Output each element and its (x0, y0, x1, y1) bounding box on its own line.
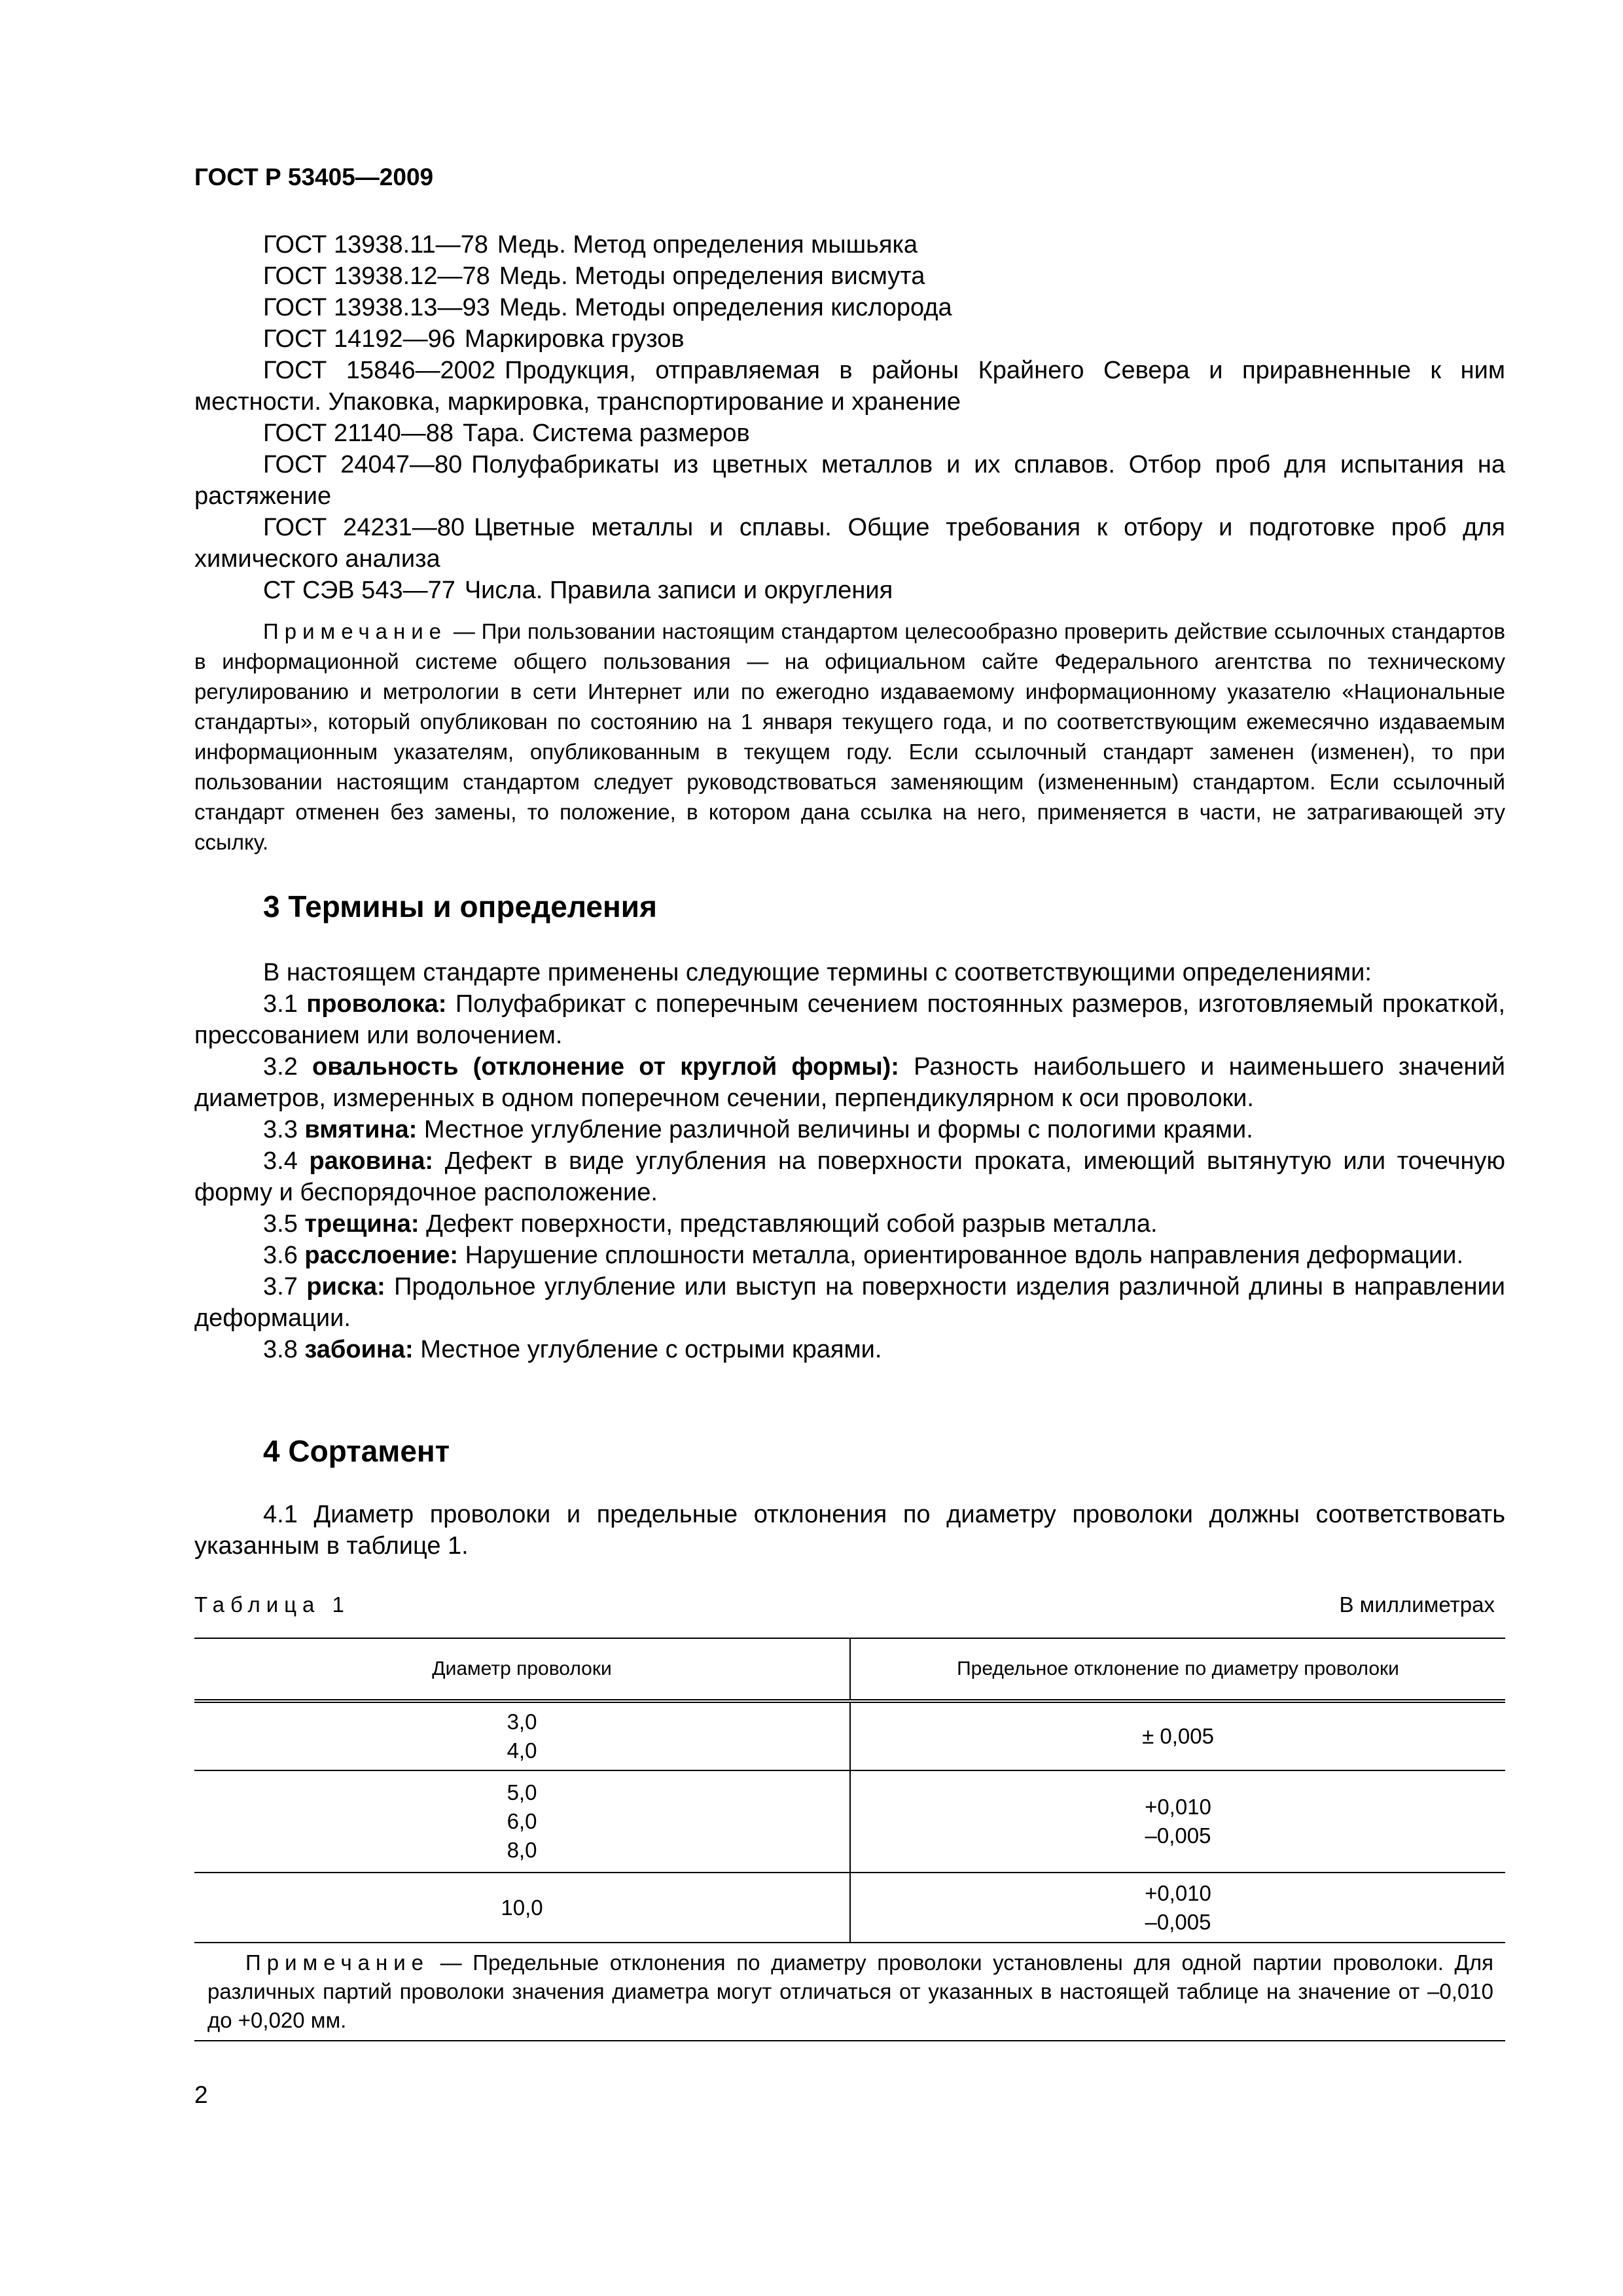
deviation-cell: +0,010 –0,005 (850, 1873, 1505, 1943)
section-4-paragraph: 4.1 Диаметр проволоки и предельные отклонения по диаметру проволоки должны соответствовать указанным в таблице 1. (194, 1501, 1505, 1560)
deviation-cell: +0,010 –0,005 (850, 1770, 1505, 1873)
column-header: Диаметр проволоки (194, 1638, 850, 1701)
table-row (194, 1770, 1505, 1873)
table-header-row (194, 1638, 1505, 1701)
references-note (194, 617, 1505, 857)
term-item: 3.1 проволока: Полуфабрикат с поперечным сечением постоянных размеров, изготовляемый прокаткой, прессованием или волочением. (194, 990, 1506, 1049)
reference-item: ГОСТ 24231—80 Цветные металлы и сплавы. Общие требования к отбору и подготовке проб для химического анализа (194, 514, 1505, 573)
table-caption: Таблица 1 (194, 1592, 350, 1617)
term-item: 3.2 овальность (отклонение от круглой формы): Разность наибольшего и наименьшего значений диаметров, измеренных в одном поперечном сечении, перпендикулярном к оси проволоки. (194, 1053, 1505, 1112)
note-label: Примечание (263, 619, 448, 643)
term-item: 3.7 риска: Продольное углубление или выступ на поверхности изделия различной длины в направлении деформации. (194, 1273, 1505, 1332)
diameter-table (194, 1638, 1505, 2041)
term-item: 3.6 расслоение: Нарушение сплошности металла, ориентированное вдоль направления деформации. (263, 1242, 1464, 1269)
term-item: 3.3 вмятина: Местное углубление различной величины и формы с пологими краями. (263, 1116, 1253, 1143)
table-row (194, 1701, 1505, 1770)
term-item: 3.5 трещина: Дефект поверхности, представляющий собой разрыв металла. (263, 1210, 1158, 1238)
reference-item: СТ СЭВ 543—77 Числа. Правила записи и округления (263, 577, 893, 604)
section-4-body (194, 1499, 1505, 1562)
section-3-heading: 3 Термины и определения (263, 889, 657, 924)
reference-item: ГОСТ 14192—96 Маркировка грузов (263, 325, 685, 353)
table-caption-row (194, 1592, 1505, 1617)
diameter-cell: 5,0 6,0 8,0 (194, 1770, 850, 1873)
reference-item: ГОСТ 13938.13—93 Медь. Методы определения кислорода (263, 294, 952, 321)
table-units: В миллиметрах (1339, 1592, 1495, 1617)
note-text: — При пользовании настоящим стандартом целесообразно проверить действие ссылочных стандартов в информационной системе общего пользования — на официальном сайте Федерального агентства по техническому регулированию и метрологии в сети Интернет или по ежегодно издаваемому информационному указателю «Национальные стандарты», который опубликован по состоянию на 1 января текущего года, и по соответствующим ежемесячно издаваемым информационным указателям, опубликованным в текущем году. Если ссылочный стандарт заменен (изменен), то при пользовании настоящим стандартом следует руководствоваться заменяющим (измененным) стандартом. Если ссылочный стандарт отменен без замены, то положение, в котором дана ссылка на него, применяется в части, не затрагивающей эту ссылку. (194, 619, 1505, 854)
document-header: ГОСТ Р 53405—2009 (194, 164, 434, 190)
diameter-cell: 3,0 4,0 (194, 1701, 850, 1770)
table-note-row (194, 1943, 1505, 2041)
column-header: Предельное отклонение по диаметру проволоки (850, 1638, 1505, 1701)
reference-item: ГОСТ 13938.11—78 Медь. Метод определения мышьяка (263, 231, 918, 259)
reference-item: ГОСТ 15846—2002 Продукция, отправляемая в районы Крайнего Севера и приравненные к ним местности. Упаковка, маркировка, транспортирование и хранение (194, 357, 1505, 416)
reference-item: ГОСТ 24047—80 Полуфабрикаты из цветных металлов и их сплавов. Отбор проб для испытания на растяжение (194, 451, 1505, 510)
table-row (194, 1873, 1505, 1943)
term-item: 3.8 забоина: Местное углубление с острыми краями. (263, 1336, 882, 1363)
section-3-intro: В настоящем стандарте применены следующие термины с соответствующими определениями: (263, 959, 1372, 986)
deviation-cell: ± 0,005 (850, 1701, 1505, 1770)
section-3-body (194, 957, 1505, 1365)
reference-list (194, 229, 1505, 606)
term-item: 3.4 раковина: Дефект в виде углубления на поверхности проката, имеющий вытянутую или точечную форму и беспорядочное расположение. (194, 1147, 1505, 1206)
section-4-heading: 4 Сортамент (263, 1434, 450, 1468)
page-number: 2 (194, 2081, 208, 2108)
diameter-cell: 10,0 (194, 1873, 850, 1943)
reference-item: ГОСТ 13938.12—78 Медь. Методы определения висмута (263, 262, 925, 290)
reference-item: ГОСТ 21140—88 Тара. Система размеров (263, 420, 750, 447)
table-note: Примечание — Предельные отклонения по диаметру проволоки установлены для одной партии проволоки. Для различных партий проволоки значения диаметра могут отличаться от указанных в настоящей таблице на значение от –0,010 до +0,020 мм. (194, 1943, 1505, 2041)
